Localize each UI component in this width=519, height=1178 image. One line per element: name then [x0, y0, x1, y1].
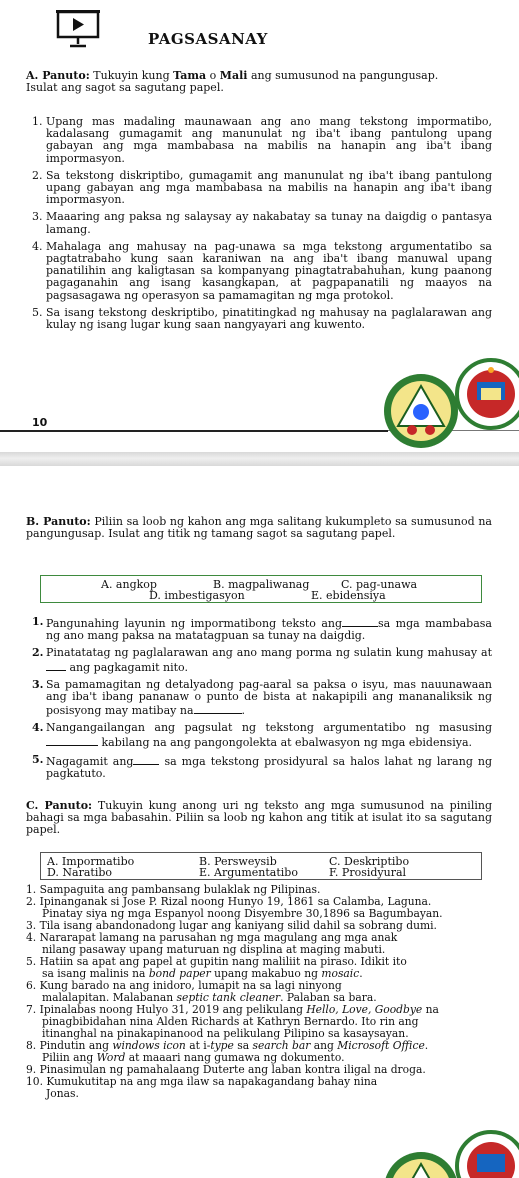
- text-run: ang: [310, 1039, 338, 1052]
- choice-f: F. Prosidyural: [329, 866, 407, 879]
- italic-run: bond paper: [148, 967, 211, 980]
- list-item: [26, 170, 492, 207]
- item-list-a: [26, 116, 492, 336]
- text-run: . Palaban sa bara.: [280, 991, 377, 1004]
- item-text-end: ang pagkagamit nito.: [69, 660, 188, 674]
- instruction-b-label: B. Panuto:: [26, 515, 91, 528]
- item-text-cont: itinanghal na pinakapinanood na pelikulang Pilipino sa kasaysayan.: [42, 1027, 409, 1040]
- page-title: PAGSASANAY: [148, 30, 268, 48]
- text-run: .: [424, 1039, 429, 1052]
- item-text: Sa pamamagitan ng detalyadong pag-aaral sa paksa o isyu, mas nauunawaan ang iba't ibang pananaw o punto de bista at nakapipili ang mananaliksik ng posisyong may matibay na: [46, 677, 492, 718]
- item-text-cont: pinagbibidahan nina Alden Richards at Kathryn Bernardo. Ito rin ang: [42, 1015, 419, 1028]
- item-text: Pinatatatag ng paglalarawan ang ano mang porma ng sulatin kung mahusay at: [46, 646, 492, 660]
- choice-d: D. imbestigasyon: [149, 589, 245, 602]
- item-number: 5.: [26, 955, 37, 968]
- item-text: Upang mas madaling maunawaan ang ano mang tekstong impormatibo, kadalasang gumagamit ang manunulat ng iba't ibang pantulong upang gabayan ang mga mambabasa na mabilis na hanapin ang iba't ibang impormasyon.: [46, 115, 492, 165]
- italic-run: septic tank cleaner: [176, 991, 281, 1004]
- text-run: .: [359, 967, 363, 980]
- choices-box-c: [40, 852, 482, 880]
- instruction-a-text: Tukuyin kung: [89, 69, 174, 82]
- answer-blank: [46, 735, 98, 746]
- item-number: 8.: [26, 1039, 37, 1052]
- italic-run: mosaic: [321, 967, 360, 980]
- italic-run: Microsoft Office: [337, 1039, 425, 1052]
- text-run: at maaari nang gumawa ng dokumento.: [125, 1051, 345, 1064]
- header: [56, 8, 316, 54]
- item-number: 10.: [26, 1075, 43, 1088]
- division-logo-icon: [382, 372, 460, 450]
- page-1: [0, 0, 519, 452]
- item-text: Maaaring ang paksa ng salaysay ay nakabatay sa tunay na daigdig o pantasya lamang.: [46, 210, 492, 236]
- text-run: na: [422, 1003, 439, 1016]
- item-number: 3.: [32, 677, 44, 691]
- item-number: 4.: [26, 931, 37, 944]
- item-text-cont: Pinatay siya ng mga Espanyol noong Disyembre 30,1896 sa Bagumbayan.: [42, 907, 443, 920]
- choice-e: E. Argumentatibo: [199, 866, 298, 879]
- item-text: Sa tekstong diskriptibo, gumagamit ang manunulat ng iba't ibang pantulong upang gabayan ang mga mambabasa na mabilis na hanapin ang iba't ibang impormasyon.: [46, 168, 492, 207]
- instruction-a: [26, 70, 492, 94]
- instruction-a-label: A. Panuto:: [26, 69, 90, 82]
- item-number: 6.: [26, 979, 37, 992]
- item-list-b: [26, 616, 492, 785]
- choice-a: A. Impormatibo: [47, 855, 135, 868]
- item-text: Kumukutitap na ang mga ilaw sa napakagandang bahay nina: [46, 1075, 378, 1088]
- item-text: Kung barado na ang inidoro, lumapit na sa lagi ninyong: [39, 979, 342, 992]
- choices-box-b: [40, 575, 482, 603]
- tama-word: Tama: [173, 69, 207, 82]
- instruction-a-line2: Isulat ang sagot sa sagutang papel.: [26, 81, 224, 95]
- answer-blank: [194, 703, 242, 714]
- answer-blank: [342, 616, 378, 627]
- item-text-cont: nilang pasaway upang maturuan ng displina at maging mabuti.: [42, 943, 386, 956]
- text-run: Ipinalabas noong Hulyo 31, 2019 ang pelikulang: [39, 1003, 307, 1016]
- item-number: 3.: [26, 919, 37, 932]
- item-number: 2.: [26, 895, 37, 908]
- page-gap: [0, 452, 519, 466]
- list-item: [26, 307, 492, 331]
- instruction-b-text: Piliin sa loob ng kahon ang mga salitang kukumpleto sa sumusunod na pangungusap. Isulat ang titik ng tamang sagot sa sagutang papel.: [26, 515, 492, 541]
- mali-word: Mali: [219, 69, 248, 82]
- list-item: [26, 679, 492, 718]
- item-text: Tila isang abandonadong lugar ang kaniyang silid dahil sa sobrang dumi.: [39, 919, 437, 932]
- o-word: o: [206, 69, 220, 82]
- instruction-c-text: Tukuyin kung anong uri ng teksto ang mga sumusunod na piniling bahagi sa mga babasahin. Piliin sa loob ng kahon ang titik at isulat ito sa sagutang papel.: [26, 799, 492, 837]
- list-item: [26, 241, 492, 302]
- item-number: 5.: [32, 752, 44, 766]
- list-item: [26, 722, 492, 748]
- list-item: [26, 211, 492, 235]
- list-item: [26, 754, 492, 780]
- item-text: Sa isang tekstong deskriptibo, pinatitingkad ng mahusay na paglalarawan ang kulay ng isang lugar kung saan nangyayari ang kuwento.: [46, 305, 492, 332]
- item-text: Nangangailangan ang pagsulat ng tekstong argumentatibo ng masusing: [46, 721, 492, 735]
- text-run: sa isang malinis na: [42, 967, 149, 980]
- text-run: malalapitan. Malabanan: [42, 991, 177, 1004]
- italic-run: type: [210, 1039, 234, 1052]
- city-seal-icon: [455, 358, 519, 430]
- choice-b: B. magpaliwanag: [213, 578, 310, 591]
- item-text: Hatiin sa apat ang papel at gupitin nang maliliit na piraso. Idikit ito: [39, 955, 407, 968]
- item-text: Pangunahing layunin ng impormatibong teksto ang: [46, 617, 343, 630]
- choice-c: C. Deskriptibo: [329, 855, 410, 868]
- choice-b: B. Persweysib: [199, 855, 277, 868]
- item-text: Nararapat lamang na parusahan ng mga magulang ang mga anak: [39, 931, 398, 944]
- item-text: Ipinanganak si Jose P. Rizal noong Hunyo 19, 1861 sa Calamba, Laguna.: [39, 895, 432, 908]
- list-item: [26, 616, 492, 642]
- item-text-end: sa mga tekstong prosidyural sa halos lahat ng larang ng pagkatuto.: [46, 754, 492, 781]
- answer-blank: [46, 660, 66, 671]
- choice-c: C. pag-unawa: [341, 578, 418, 591]
- italic-run: Word: [96, 1051, 126, 1064]
- list-item: [26, 647, 492, 673]
- choice-a: A. angkop: [101, 578, 157, 591]
- item-text: Pinasimulan ng pamahalaang Duterte ang laban kontra iligal na droga.: [39, 1063, 426, 1076]
- page-number: 10: [32, 416, 48, 429]
- list-item: [26, 116, 492, 165]
- item-text-end: kabilang na ang pangongolekta at ebalwasyon ng mga ebidensiya.: [101, 735, 472, 749]
- choice-e: E. ebidensiya: [311, 589, 386, 602]
- italic-run: windows icon: [112, 1039, 186, 1052]
- item-number: 3.: [32, 210, 43, 224]
- answer-blank: [133, 754, 159, 765]
- item-number: 7.: [26, 1003, 37, 1016]
- item-number: 1.: [32, 115, 43, 128]
- text-run: sa: [233, 1039, 253, 1052]
- item-number: 1.: [26, 883, 37, 896]
- item-text: Sampaguita ang pambansang bulaklak ng Pilipinas.: [39, 883, 321, 896]
- text-run: at i-: [185, 1039, 211, 1052]
- instruction-b: [26, 516, 492, 540]
- item-text-end: .: [241, 704, 246, 718]
- text-run: Piliin ang: [42, 1051, 97, 1064]
- item-number: 2.: [32, 646, 44, 660]
- instruction-c-label: C. Panuto:: [26, 799, 93, 812]
- instruction-a-text-end: ang sumusunod na pangungusap.: [247, 69, 439, 82]
- division-logo-icon: [382, 1150, 460, 1178]
- item-list-c: [26, 884, 492, 1100]
- page-2: [0, 466, 519, 1178]
- list-item: [26, 1076, 492, 1088]
- item-number: 4.: [32, 239, 43, 253]
- item-number: 1.: [32, 615, 44, 628]
- item-text-end: sa mga mambabasa ng ano mang paksa na matatagpuan sa tunay na daigdig.: [46, 617, 492, 643]
- italic-run: Hello, Love, Goodbye: [306, 1003, 423, 1016]
- item-number: 2.: [32, 168, 43, 182]
- item-text: Mahalaga ang mahusay na pag-unawa sa mga tekstong argumentatibo sa pagtatrabaho kung saan karaniwan na ang iba't ibang manuwal upang panatilihin ang kaligtasan sa kompanyang pinagtatrabahuhan, kung paanong pagaganahin ang isang kasangkapan, at pagpapanatili ng maayos na pagsasagawa ng operasyon sa pamamagitan ng mga protokol.: [46, 239, 492, 302]
- item-text: Nagagamit ang: [46, 754, 134, 768]
- choice-d: D. Naratibo: [47, 866, 113, 879]
- item-number: 4.: [32, 721, 44, 735]
- instruction-c: [26, 800, 492, 837]
- text-run: Pindutin ang: [39, 1039, 113, 1052]
- presentation-icon: [56, 8, 100, 48]
- text-run: upang makabuo ng: [210, 967, 322, 980]
- item-number: 9.: [26, 1063, 37, 1076]
- footer-rule: [0, 430, 388, 432]
- city-seal-icon: [455, 1130, 519, 1178]
- item-number: 5.: [32, 305, 43, 319]
- italic-run: search bar: [252, 1039, 311, 1052]
- item-text-cont: Jonas.: [46, 1087, 79, 1100]
